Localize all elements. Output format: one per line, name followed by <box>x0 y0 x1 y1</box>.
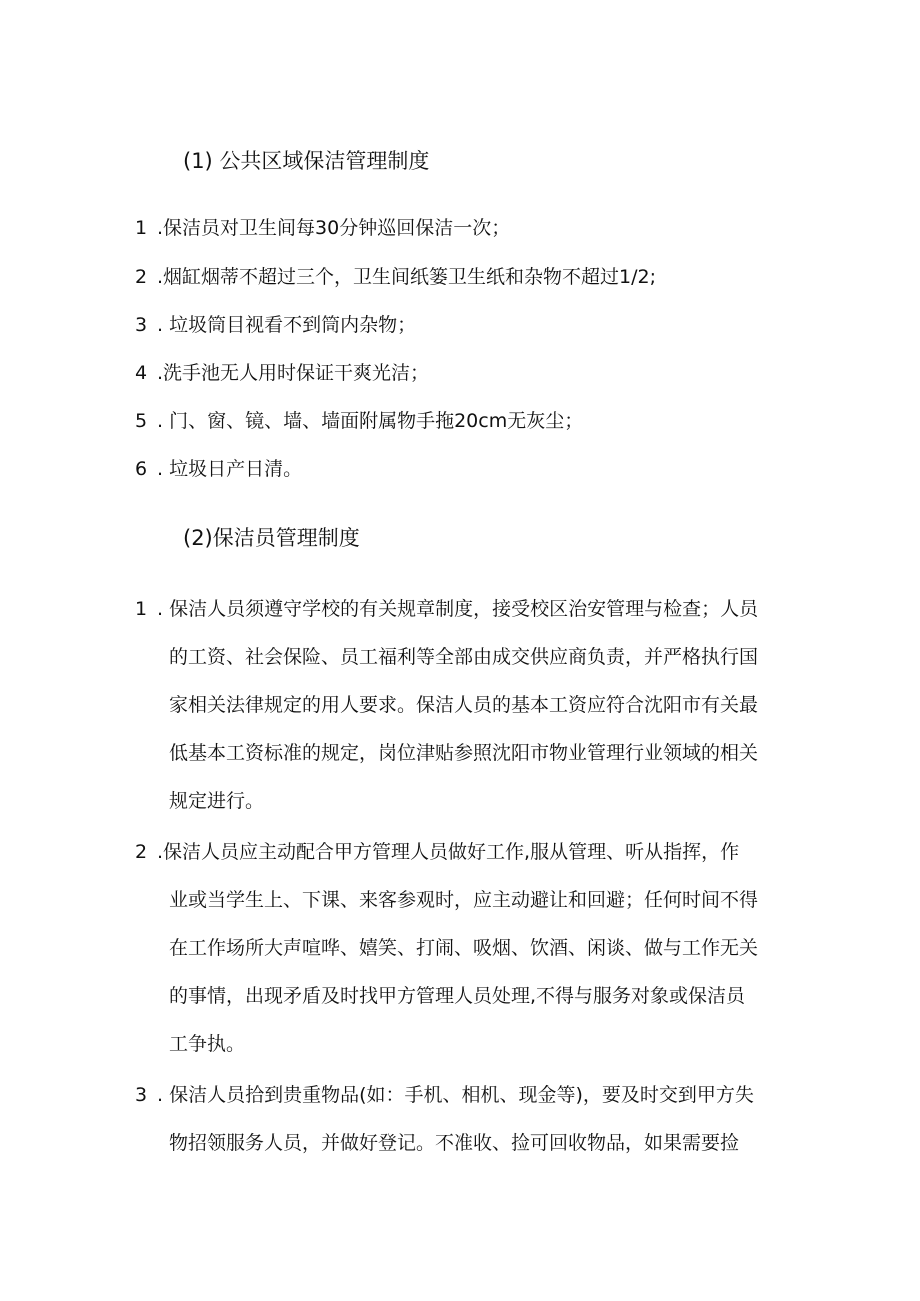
item-number: 5 <box>135 410 148 432</box>
paragraph-item <box>135 1071 800 1167</box>
list-item <box>135 214 510 242</box>
text-line: .保洁人员应主动配合甲方管理人员做好工作,服从管理、听从指挥，作 <box>157 841 740 863</box>
text-line: 物招领服务人员，并做好登记。不准收、捡可回收物品，如果需要捡 <box>169 1132 740 1154</box>
item-number: 3 <box>135 1084 148 1106</box>
item-number: 2 <box>135 841 148 863</box>
text-line: 在工作场所大声喧哗、嬉笑、打闹、吸烟、饮酒、闲谈、做与工作无关 <box>169 937 759 959</box>
item-number: 6 <box>135 458 148 480</box>
item-text: . 垃圾筒目视看不到筒内杂物； <box>157 314 417 336</box>
list-item <box>135 263 656 291</box>
list-item <box>135 407 583 435</box>
item-number: 3 <box>135 314 148 336</box>
text-line: 规定进行。 <box>169 790 265 812</box>
item-text <box>135 828 800 1068</box>
item-text: . 垃圾日产日清。 <box>157 458 303 480</box>
paragraph-item <box>135 585 800 825</box>
text-line: . 保洁人员须遵守学校的有关规章制度，接受校区治安管理与检查；人员 <box>157 598 759 620</box>
item-text: .洗手池无人用时保证干爽光洁； <box>157 362 430 384</box>
item-number: 1 <box>135 217 148 239</box>
section-heading-public-area: (1) 公共区域保洁管理制度 <box>183 149 430 173</box>
item-text <box>135 585 800 825</box>
text-line: 工争执。 <box>169 1033 246 1055</box>
text-line: 业或当学生上、下课、来客参观时，应主动避让和回避；任何时间不得 <box>169 889 759 911</box>
paragraph-item <box>135 828 800 1068</box>
text-line: 的工资、社会保险、员工福利等全部由成交供应商负责，并严格执行国 <box>169 646 759 668</box>
text-line: 家相关法律规定的用人要求。保洁人员的基本工资应符合沈阳市有关最 <box>169 694 759 716</box>
text-line: 低基本工资标准的规定，岗位津贴参照沈阳市物业管理行业领域的相关 <box>169 742 759 764</box>
item-text: . 门、窗、镜、墙、墙面附属物手拖20cm无灰尘； <box>157 410 584 432</box>
text-line: 的事情，出现矛盾及时找甲方管理人员处理,不得与服务对象或保洁员 <box>169 985 746 1007</box>
item-text: .烟缸烟蒂不超过三个，卫生间纸篓卫生纸和杂物不超过1/2; <box>157 266 657 288</box>
item-number: 2 <box>135 266 148 288</box>
item-text: .保洁员对卫生间每30分钟巡回保洁一次； <box>157 217 511 239</box>
item-text <box>135 1071 800 1167</box>
section-heading-cleaner-rules: (2)保洁员管理制度 <box>183 526 360 550</box>
list-item <box>135 311 416 339</box>
item-number: 4 <box>135 362 148 384</box>
text-line: . 保洁人员拾到贵重物品(如：手机、相机、现金等)，要及时交到甲方失 <box>157 1084 754 1106</box>
list-item <box>135 455 302 483</box>
list-item <box>135 359 429 387</box>
item-number: 1 <box>135 598 148 620</box>
